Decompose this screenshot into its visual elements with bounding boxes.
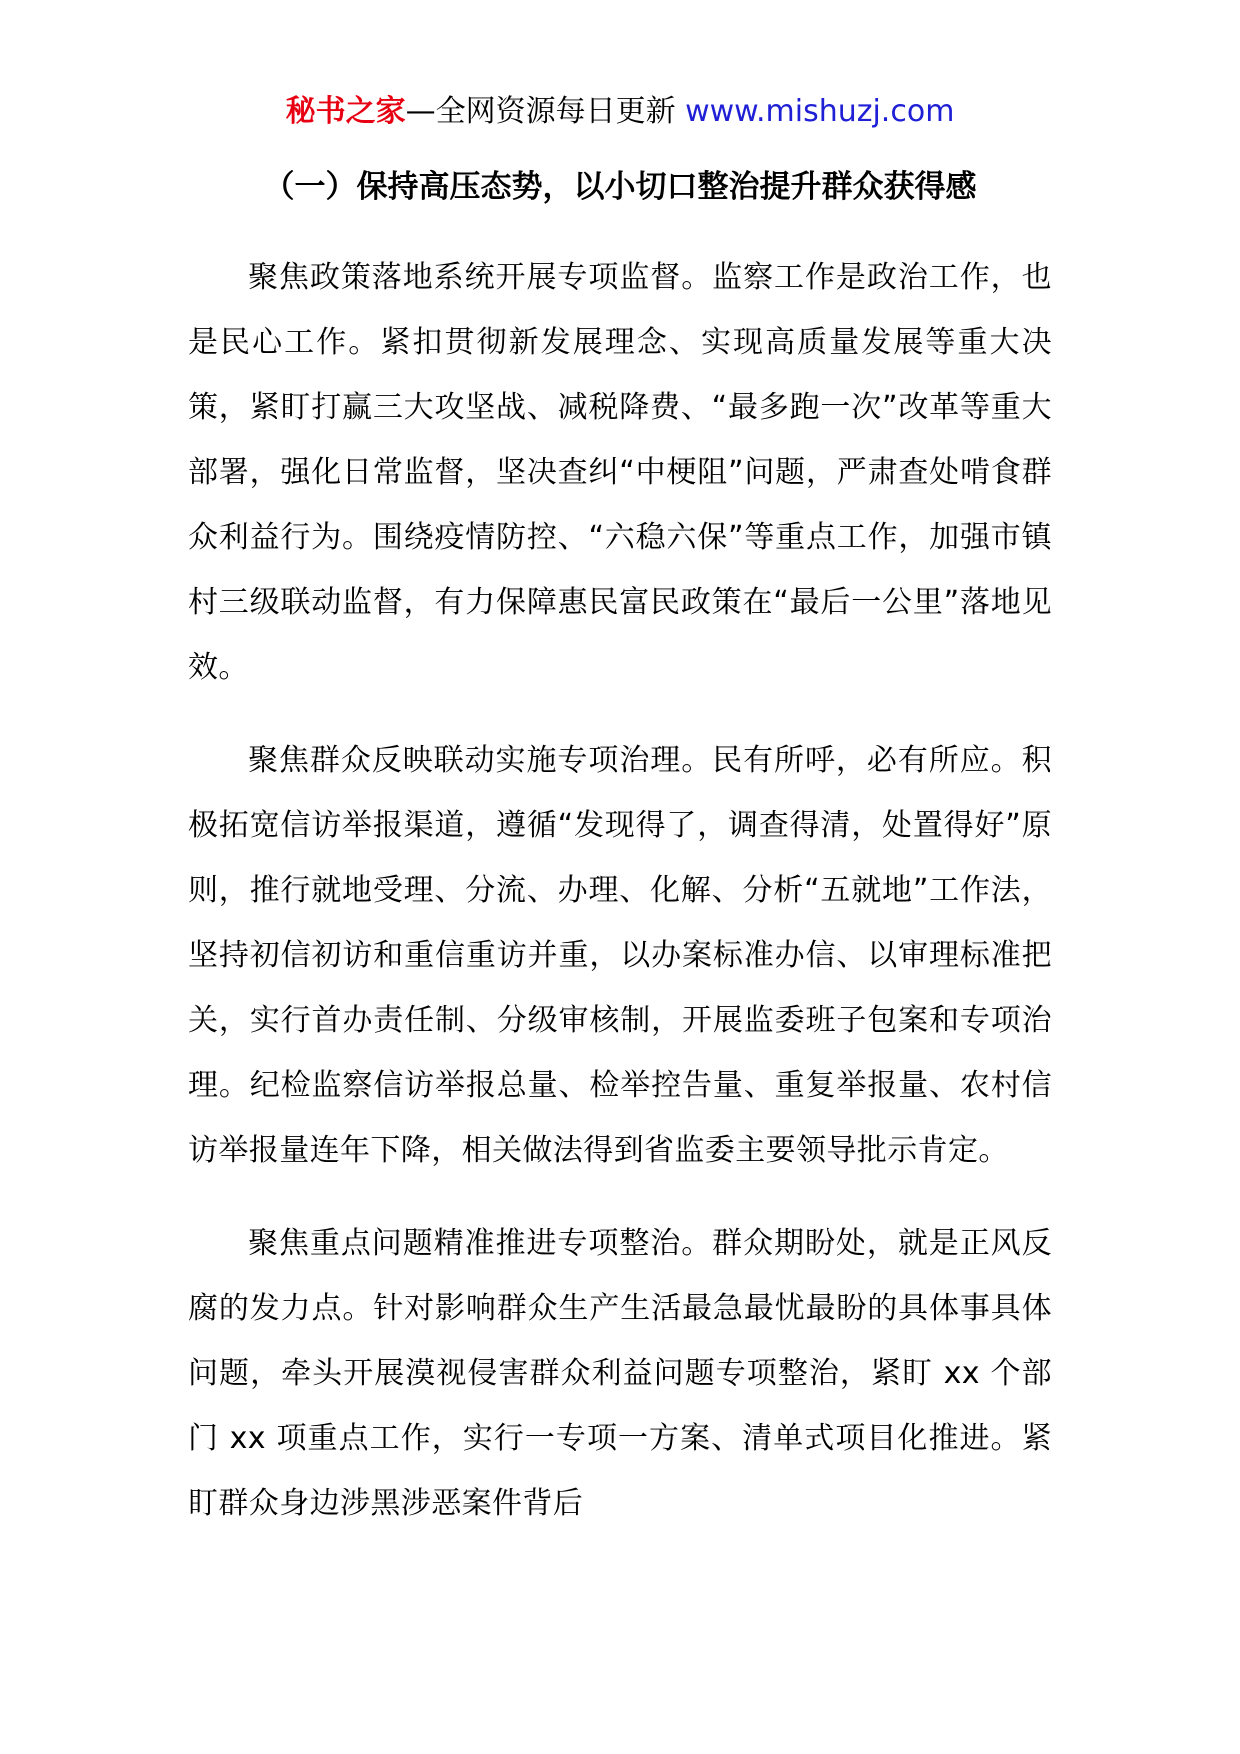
brand-name: 秘书之家 (285, 94, 406, 129)
section-title: （一）保持高压态势，以小切口整治提升群众获得感 (263, 169, 977, 205)
site-url: www.mishuzj.com (675, 94, 955, 129)
header-slogan: —全网资源每日更新 (405, 94, 676, 129)
page-header (0, 92, 1240, 132)
paragraph-1: 聚焦政策落地系统开展专项监督。监察工作是政治工作，也是民心工作。紧扣贯彻新发展理念、实现高质量发展等重大决策，紧盯打赢三大攻坚战、减税降费、“最多跑一次”改革等重大部署，强化日常监督，坚决查纠“中梗阻”问题，严肃查处啃食群众利益行为。围绕疫情防控、“六稳六保”等重点工作，加强市镇村三级联动监督，有力保障惠民富民政策在“最后一公里”落地见效。 (188, 260, 1052, 685)
document-body (188, 245, 1052, 1564)
paragraph-3: 聚焦重点问题精准推进专项整治。群众期盼处，就是正风反腐的发力点。针对影响群众生产生活最急最忧最盼的具体事具体问题，牵头开展漠视侵害群众利益问题专项整治，紧盯 xx 个部门 xx 项重点工作，实行一专项一方案、清单式项目化推进。紧盯群众身边涉黑涉恶案件背后 (188, 1226, 1052, 1521)
paragraph-2: 聚焦群众反映联动实施专项治理。民有所呼，必有所应。积极拓宽信访举报渠道，遵循“发现得了，调查得清，处置得好”原则，推行就地受理、分流、办理、化解、分析“五就地”工作法，坚持初信初访和重信重访并重，以办案标准办信、以审理标准把关，实行首办责任制、分级审核制，开展监委班子包案和专项治理。纪检监察信访举报总量、检举控告量、重复举报量、农村信访举报量连年下降，相关做法得到省监委主要领导批示肯定。 (188, 743, 1052, 1168)
